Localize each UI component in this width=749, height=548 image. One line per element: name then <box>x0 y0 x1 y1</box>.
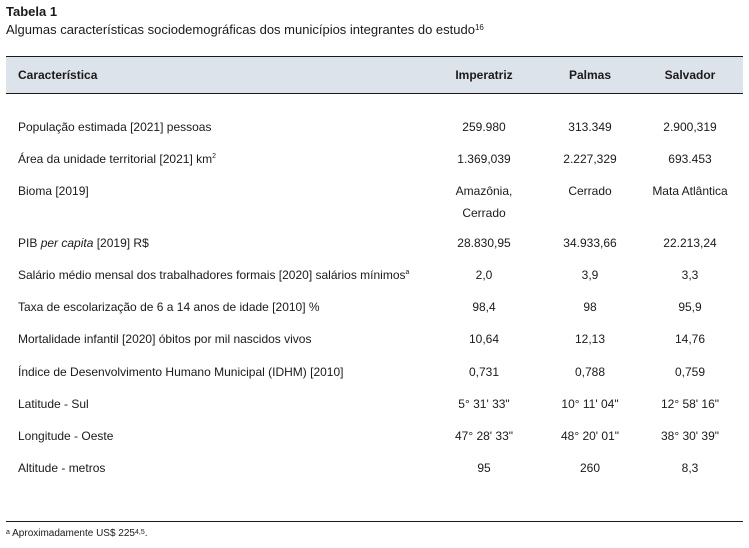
cell-salvador: 12° 58' 16" <box>660 397 720 411</box>
cell-salvador: 0,759 <box>674 365 706 379</box>
row-label-text: Salário médio mensal dos trabalhadores formais [2020] salários mínimos <box>18 268 406 282</box>
cell-palmas: 10° 11' 04" <box>561 397 619 411</box>
row-label: Bioma [2019] <box>18 184 89 198</box>
row-label <box>18 264 409 286</box>
row-label-footnote-mark: a <box>405 269 410 276</box>
table-bottom-rule <box>6 521 743 522</box>
cell-salvador: 693.453 <box>668 152 712 166</box>
cell-palmas: 98 <box>583 300 597 314</box>
row-label: Longitude - Oeste <box>18 429 114 443</box>
footnote-reference: 4,5 <box>134 529 145 536</box>
cell-salvador: 95,9 <box>678 300 702 314</box>
header-palmas: Palmas <box>568 68 612 82</box>
cell-palmas: 313.349 <box>568 120 612 134</box>
row-label: Mortalidade infantil [2020] óbitos por mil nascidos vivos <box>18 332 312 346</box>
subtitle-text: Algumas características sociodemográficas dos municípios integrantes do estudo <box>6 22 475 37</box>
cell-salvador: 14,76 <box>674 332 706 346</box>
table-header <box>6 57 743 94</box>
cell-salvador: 8,3 <box>681 461 699 475</box>
row-label-text: Área da unidade territorial [2021] km <box>18 152 213 166</box>
header-characteristic: Característica <box>18 68 98 82</box>
subtitle-reference: 16 <box>474 23 484 32</box>
table-caption-title: Tabela 1 <box>6 4 58 19</box>
cell-imperatriz: 0,731 <box>468 365 500 379</box>
cell-palmas: 12,13 <box>574 332 606 346</box>
cell-salvador: 22.213,24 <box>663 236 717 250</box>
cell-imperatriz: 5° 31' 33" <box>458 397 510 411</box>
cell-imperatriz: 259.980 <box>462 120 506 134</box>
row-label: Latitude - Sul <box>18 397 89 411</box>
row-label-emphasis: per capita <box>40 236 94 250</box>
cell-palmas: 0,788 <box>574 365 606 379</box>
row-label: População estimada [2021] pessoas <box>18 120 212 134</box>
row-label-superscript: 2 <box>212 153 217 160</box>
header-imperatriz: Imperatriz <box>455 68 513 82</box>
cell-palmas: Cerrado <box>568 184 612 198</box>
cell-imperatriz: Amazônia, Cerrado <box>455 184 513 220</box>
row-label <box>18 148 216 170</box>
cell-palmas: 48° 20' 01" <box>560 429 620 443</box>
cell-imperatriz: 28.830,95 <box>457 236 511 250</box>
row-label-post: [2019] R$ <box>93 236 149 250</box>
cell-imperatriz: 10,64 <box>468 332 500 346</box>
cell-palmas: 260 <box>579 461 601 475</box>
cell-palmas: 2.227,329 <box>563 152 617 166</box>
row-label: Taxa de escolarização de 6 a 14 anos de idade [2010] % <box>18 300 320 314</box>
cell-imperatriz: 47° 28' 33" <box>454 429 514 443</box>
table-caption-subtitle <box>6 22 484 38</box>
cell-imperatriz: 2,0 <box>475 268 493 282</box>
cell-imperatriz: 1.369,039 <box>457 152 511 166</box>
cell-salvador: 38° 30' 39" <box>660 429 720 443</box>
cell-imperatriz: 95 <box>477 461 491 475</box>
row-label-pre: PIB <box>18 236 41 250</box>
cell-salvador: 3,3 <box>681 268 699 282</box>
cell-palmas: 34.933,66 <box>563 236 617 250</box>
cell-palmas: 3,9 <box>581 268 599 282</box>
row-label: Altitude - metros <box>18 461 106 475</box>
footnote-text: Aproximadamente US$ 225 <box>9 528 135 539</box>
table-footnote <box>6 527 148 541</box>
cell-salvador: Mata Atlântica <box>652 184 728 198</box>
footnote-end: . <box>144 528 148 539</box>
cell-imperatriz: 98,4 <box>472 300 496 314</box>
cell-salvador: 2.900,319 <box>663 120 717 134</box>
footnote-mark: a <box>6 529 10 536</box>
row-label <box>18 232 149 254</box>
row-label: Índice de Desenvolvimento Humano Municipal (IDHM) [2010] <box>18 365 344 379</box>
header-salvador: Salvador <box>664 68 716 82</box>
